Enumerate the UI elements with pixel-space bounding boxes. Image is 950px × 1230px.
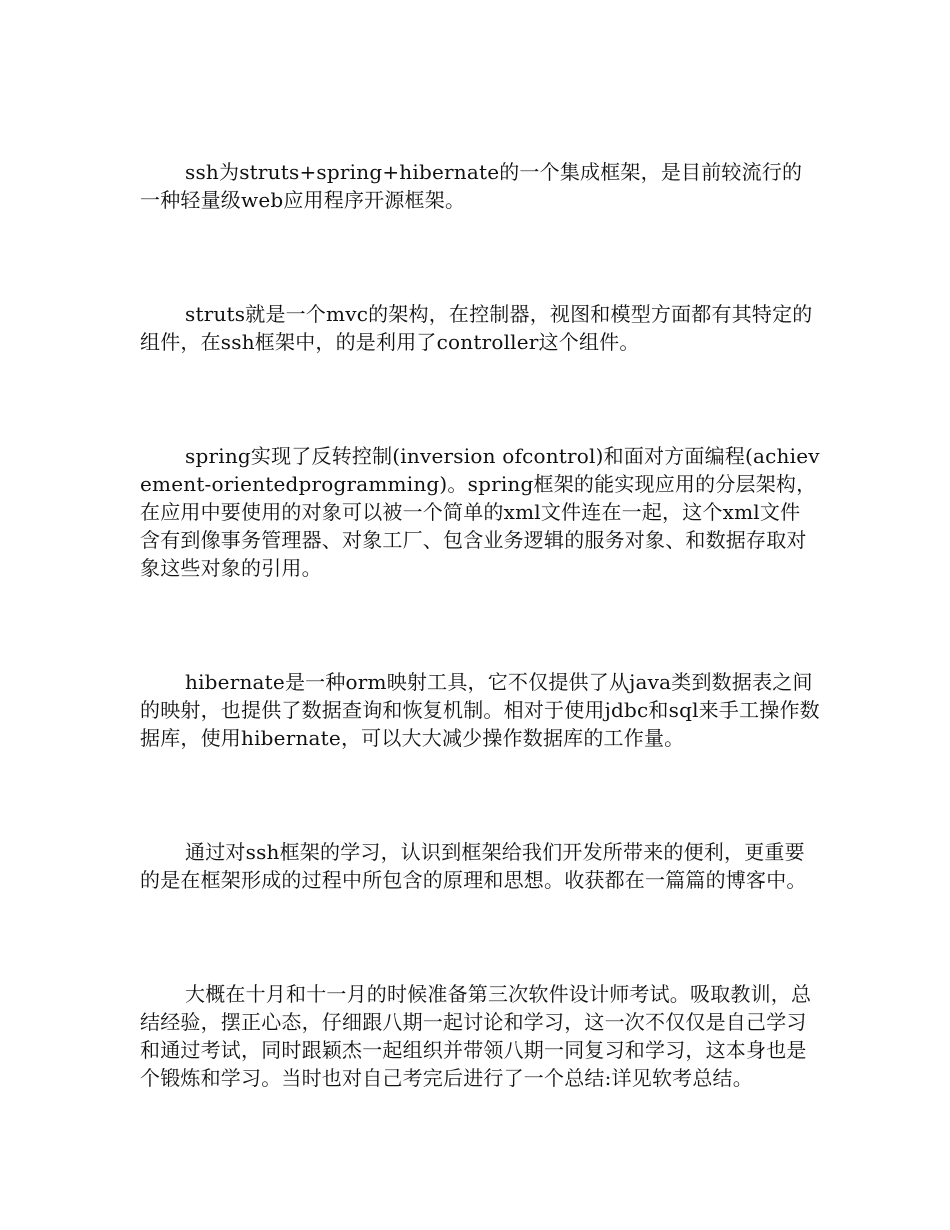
- paragraph-hibernate: hibernate是一种orm映射工具，它不仅提供了从java类到数据表之间的映射，也提供了数据查询和恢复机制。相对于使用jdbc和sql来手工操作数据库，使用hibernate，可以大大减少操作数据库的工作量。: [140, 670, 820, 750]
- paragraph-exam: 大概在十月和十一月的时候准备第三次软件设计师考试。吸取教训，总结经验，摆正心态，仔细跟八期一起讨论和学习，这一次不仅仅是自己学习和通过考试，同时跟颖杰一起组织并带领八期一同复习和学习，这本身也是个锻炼和学习。当时也对自己考完后进行了一个总结:详见软考总结。: [140, 982, 812, 1090]
- paragraph-struts: struts就是一个mvc的架构，在控制器，视图和模型方面都有其特定的组件，在ssh框架中，的是利用了controller这个组件。: [140, 302, 813, 354]
- paragraph-ssh-summary: 通过对ssh框架的学习，认识到框架给我们开发所带来的便利，更重要的是在框架形成的过程中所包含的原理和思想。收获都在一篇篇的博客中。: [140, 840, 807, 892]
- paragraph-spring: spring实现了反转控制(inversion ofcontrol)和面对方面编程(achievement-orientedprogramming)。spring框架的能实现应用的分层架构，在应用中要使用的对象可以被一个简单的xml文件连在一起，这个xml文件含有到像事务管理器、对象工厂、包含业务逻辑的服务对象、和数据存取对象这些对象的引用。: [140, 444, 820, 580]
- paragraph-ssh-intro: ssh为struts+spring+hibernate的一个集成框架，是目前较流行的一种轻量级web应用程序开源框架。: [140, 160, 803, 212]
- document-body: [140, 158, 820, 1178]
